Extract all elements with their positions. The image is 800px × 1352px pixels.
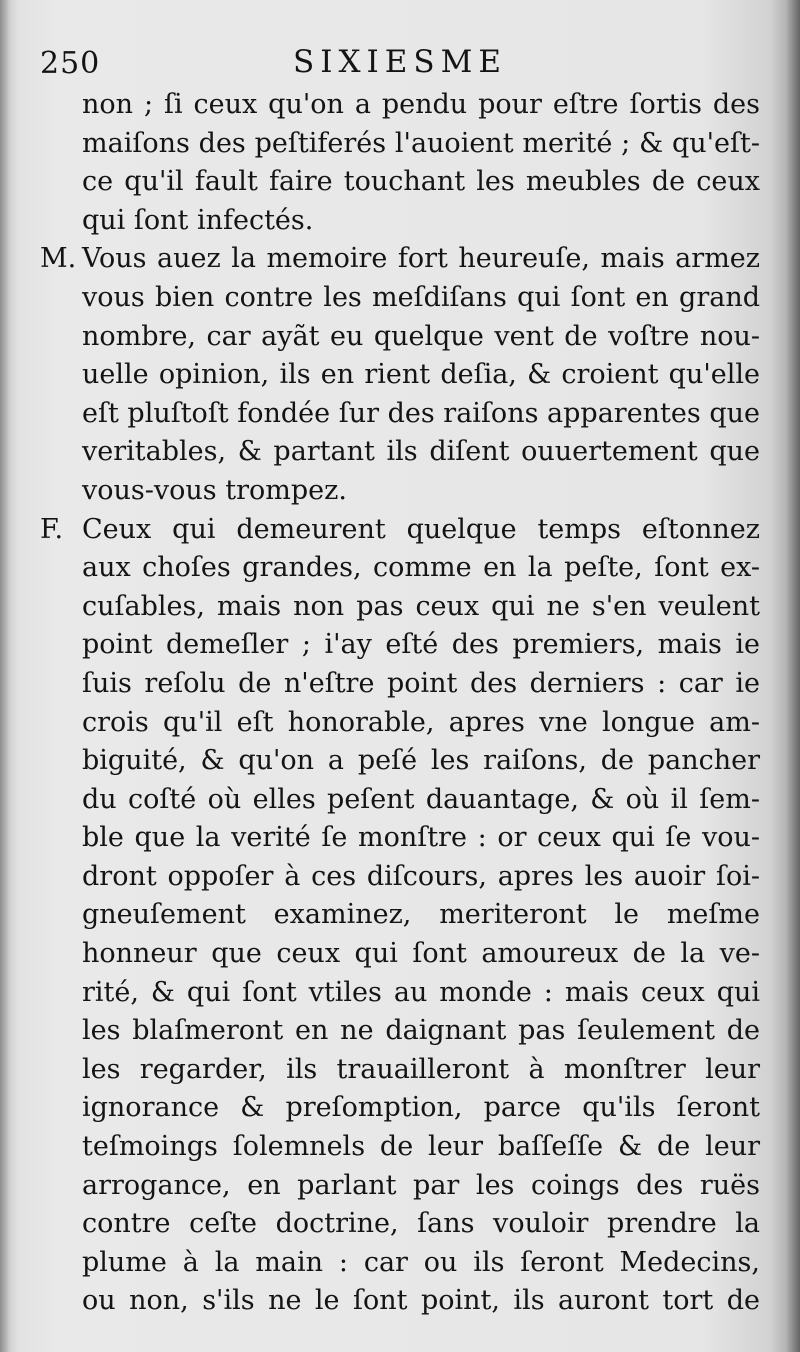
text-line: contre ceſte doctrine, ſans vouloir prendre la [82,1208,760,1240]
text-line: veritables, & partant ils diſent ouuertement que [82,436,760,468]
text-line: nombre, car ayãt eu quelque vent de voſtre nou- [82,320,760,352]
page-edge-shadow [786,0,800,1352]
text-line: point demeſler ; i'ay eſté des premiers, mais ie [82,629,760,661]
text-line: qui ſont infectés. [82,204,314,236]
text-line: les blaſmeront en ne daignant pas ſeulement de [82,1015,760,1047]
text-line: gneuſement examinez, meriteront le meſme [82,899,760,931]
text-line: honneur que ceux qui ſont amoureux de la ve- [82,938,760,970]
text-line [40,240,760,279]
text-line: les regarder, ils trauailleront à monſtrer leur [82,1053,760,1085]
speaker-label: M. [40,243,77,275]
running-head: SIXIESME [292,44,508,80]
text-line: aux choſes grandes, comme en la peſte, ſont ex- [82,552,760,584]
text-line: rité, & qui ſont vtiles au monde : mais ceux qui [82,976,760,1008]
line-text: Ceux qui demeurent quelque temps eſtonnez [82,513,760,545]
text-line: eſt pluſtoſt fondée ſur des raiſons apparentes que [82,397,760,429]
speaker-label: F. [40,513,64,545]
text-line: non ; ſi ceux qu'on a pendu pour eſtre ſortis des [82,89,760,120]
text-line: crois qu'il eſt honorable, apres vne longue am- [82,706,760,738]
text-line: teſmoings ſolemnels de leur baſſeſſe & de leur [82,1131,760,1163]
text-line: du coſté où elles peſent dauantage, & où il ſem- [82,783,760,815]
text-line: plume à la main : car ou ils ſeront Medecins, [82,1246,760,1278]
body-text [40,86,760,1321]
page-gutter-shadow [0,0,10,1352]
page-header [40,44,760,84]
text-line: biguité, & qu'on a peſé les raiſons, de pancher [82,745,760,777]
line-text: Vous auez la memoire fort heureuſe, mais armez [82,243,760,275]
text-line: ignorance & preſomption, parce qu'ils ſeront [82,1092,760,1124]
text-line: vous-vous trompez. [82,474,347,506]
text-line: vous bien contre les meſdiſans qui ſont en grand [82,281,760,313]
page-number: 250 [40,46,101,81]
text-line: maiſons des peſtiferés l'auoient merité ; & qu'eſt- [82,127,760,159]
text-line: dront oppoſer à ces diſcours, apres les auoir ſoi- [82,860,760,892]
text-line: cuſables, mais non pas ceux qui ne s'en veulent [82,590,760,622]
text-line: ble que la verité ſe monſtre : or ceux qui ſe vou- [82,822,760,854]
text-line: ce qu'il fault faire touchant les meubles de ceux [82,166,760,198]
text-line: arrogance, en parlant par les coings des ruës [82,1169,760,1201]
text-line: ſuis reſolu de n'eſtre point des derniers : car ie [82,667,760,699]
text-line: uelle opinion, ils en rient deſia, & croient qu'elle [82,359,760,391]
text-line: ou non, s'ils ne le ſont point, ils auront tort de [82,1285,760,1317]
text-line [40,511,760,550]
